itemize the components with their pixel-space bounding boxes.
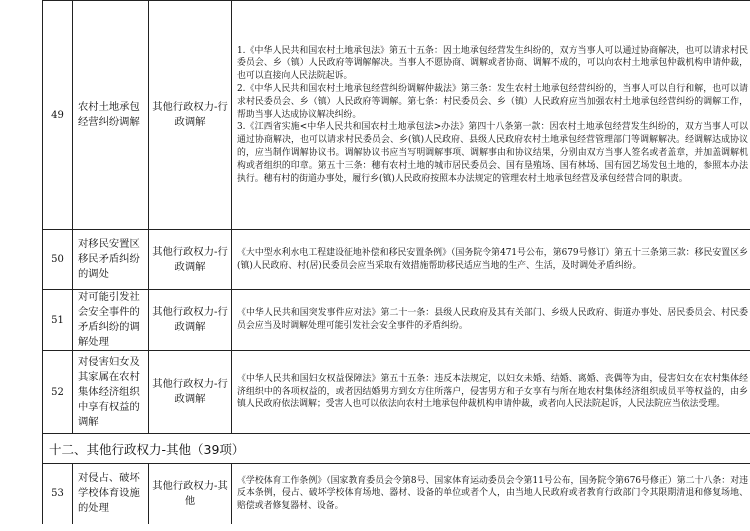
item-name: 对侵占、破坏学校体育设施的处理 xyxy=(73,464,149,524)
row-index: 51 xyxy=(43,290,73,351)
power-list-table xyxy=(42,0,750,524)
section-heading-row xyxy=(43,434,750,464)
row-index: 50 xyxy=(43,230,73,290)
legal-basis-paragraph: 《中华人民共和国突发事件应对法》第二十一条：县级人民政府及其有关部门、乡级人民政府、街道办事处、居民委员会、村民委员会应当及时调解处理可能引发社会安全事件的矛盾纠纷。 xyxy=(237,308,748,331)
legal-basis-paragraph: 《大中型水利水电工程建设征地补偿和移民安置条例》（国务院令第471号公布，第679号修订）第五十三条第三款：移民安置区乡(镇)人民政府、村(居)民委员会应当采取有效措施帮助移民适应当地的生产、生活，及时调处矛盾纠纷。 xyxy=(237,247,748,271)
table-row xyxy=(43,290,750,351)
row-index: 53 xyxy=(43,464,73,524)
table-row xyxy=(43,464,750,524)
power-type: 其他行政权力-其他 xyxy=(149,464,232,524)
legal-basis xyxy=(232,290,750,351)
legal-basis-paragraph: 1.《中华人民共和国农村土地承包法》第五十五条：因土地承包经营发生纠纷的，双方当事人可以通过协商解决，也可以请求村民委员会、乡（镇）人民政府等调解解决。当事人不愿协商、调解或者协商、调解不成的，可以向农村土地承包仲裁机构申请仲裁，也可以直接向人民法院起诉。 xyxy=(237,45,748,82)
table-row xyxy=(43,230,750,290)
legal-basis xyxy=(232,1,750,230)
item-name: 对侵害妇女及其家属在农村集体经济组织中享有权益的调解 xyxy=(73,351,149,434)
power-type: 其他行政权力-行政调解 xyxy=(149,290,232,351)
legal-basis-paragraph: 2.《中华人民共和国农村土地承包经营纠纷调解仲裁法》第三条：发生农村土地承包经营纠纷的，当事人可以自行和解，也可以请求村民委员会、乡（镇）人民政府等调解。第七条：村民委员会、乡（镇）人民政府应当加强农村土地承包经营纠纷的调解工作，帮助当事人达成协议解决纠纷。 xyxy=(237,84,748,120)
item-name: 对移民安置区移民矛盾纠纷的调处 xyxy=(73,230,149,290)
legal-basis xyxy=(232,230,750,290)
legal-basis xyxy=(232,464,750,524)
legal-basis-paragraph: 《中华人民共和国妇女权益保障法》第五十五条：违反本法规定，以妇女未婚、结婚、离婚、丧偶等为由，侵害妇女在农村集体经济组织中的各项权益的，或者因结婚男方到女方住所落户，侵害男方和子女享有与所在地农村集体经济组织成员平等权益的，由乡镇人民政府依法调解；受害人也可以依法向农村土地承包仲裁机构申请仲裁，或者向人民法院起诉，人民法院应当依法受理。 xyxy=(237,373,748,410)
power-type: 其他行政权力-行政调解 xyxy=(149,230,232,290)
power-type: 其他行政权力-行政调解 xyxy=(149,1,232,230)
table-row xyxy=(43,351,750,434)
section-heading: 十二、其他行政权力-其他（39项） xyxy=(43,434,750,464)
row-index: 52 xyxy=(43,351,73,434)
legal-basis-paragraph: 3.《江西省实施<中华人民共和国农村土地承包法>办法》第四十八条第一款：因农村土地承包经营发生纠纷的，双方当事人可以通过协商解决，也可以请求村民委员会、乡(镇)人民政府、县级人民政府农村土地承包经营管理部门等调解解决。经调解达成协议的，应当制作调解协议书。调解协议书应当写明调解事项、调解事由和协议结果，分别由双方当事人签名或者盖章，并加盖调解机构或者组织的印章。第五十三条：穗有农村土地的城市居民委员会、国有垦殖场、国有林场、国有园艺场发包土地的，参照本办法执行。穗有村的街道办事处，履行乡(镇)人民政府按照本办法规定的管理农村土地承包经营及承包经营合同的职责。 xyxy=(237,122,748,184)
item-name: 对可能引发社会安全事件的矛盾纠纷的调解处理 xyxy=(73,290,149,351)
power-type: 其他行政权力-行政调解 xyxy=(149,351,232,434)
legal-basis xyxy=(232,351,750,434)
item-name: 农村土地承包经营纠纷调解 xyxy=(73,1,149,230)
row-index: 49 xyxy=(43,1,73,230)
table-row xyxy=(43,1,750,230)
legal-basis-paragraph: 《学校体育工作条例》（国家教育委员会令第8号、国家体育运动委员会令第11号公布，国务院令第676号修正）第二十八条：对违反本条例，侵占、破坏学校体育场地、器材、设备的单位或者个人，由当地人民政府或者教育行政部门令其限期清退和修复场地、赔偿或者修复器材、设备。 xyxy=(237,475,748,512)
